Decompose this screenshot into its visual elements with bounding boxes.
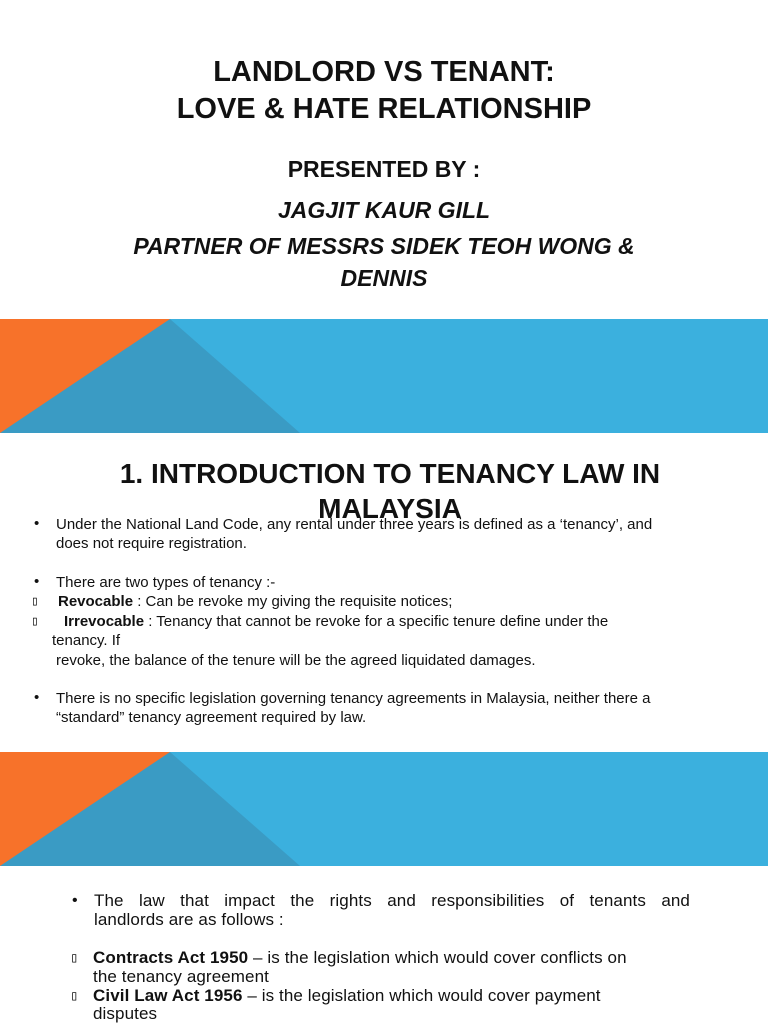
slide3-intro-line1: The law that impact the rights and responsibilities of tenants and	[94, 891, 690, 910]
civil-law-act-item	[93, 986, 601, 1005]
revocable-item	[58, 592, 452, 611]
box-bullet-icon: ▯	[31, 594, 39, 609]
decorative-banner-2	[0, 752, 768, 866]
slide2-bullet-2: There are two types of tenancy :-	[56, 574, 276, 591]
slide1-title	[0, 54, 768, 128]
bullet-icon: •	[34, 515, 40, 532]
civil-law-act-text: – is the legislation which would cover payment	[242, 986, 601, 1005]
irrevocable-label: Irrevocable	[64, 613, 145, 630]
slide2-bullet-3-line1: There is no specific legislation governing tenancy agreements in Malaysia, neither there a	[56, 690, 651, 707]
contracts-act-line2: the tenancy agreement	[93, 967, 269, 986]
slide2-title-line2: MALAYSIA	[318, 493, 462, 524]
bullet-icon: •	[34, 573, 40, 590]
irrevocable-line2: tenancy. If	[52, 632, 121, 649]
slide2-bullet-1-line1: Under the National Land Code, any rental under three years is defined as a ‘tenancy’, and	[56, 516, 653, 533]
contracts-act-item	[93, 948, 627, 967]
revocable-label: Revocable	[58, 593, 134, 610]
slide2-bullet-3	[56, 689, 736, 727]
revocable-text: : Can be revoke my giving the requisite notices;	[133, 593, 453, 610]
decorative-banner-1	[0, 319, 768, 433]
slide2-bullet-1	[56, 515, 736, 553]
contracts-act-label: Contracts Act 1950	[93, 948, 249, 967]
bullet-icon: •	[34, 689, 40, 706]
presenter-role-line1: PARTNER OF MESSRS SIDEK TEOH WONG &	[133, 233, 635, 259]
presenter-name: JAGJIT KAUR GILL	[277, 197, 491, 223]
civil-law-act-line2: disputes	[93, 1004, 158, 1023]
presented-by-label: PRESENTED BY :	[287, 156, 481, 182]
irrevocable-line3: revoke, the balance of the tenure will be the agreed liquidated damages.	[56, 652, 536, 669]
box-bullet-icon: ▯	[31, 614, 39, 629]
irrevocable-text: : Tenancy that cannot be revoke for a specific tenure define under the	[144, 613, 609, 630]
slide2-bullet-1-line2: does not require registration.	[56, 535, 247, 552]
presenter-role-line2: DENNIS	[340, 265, 428, 291]
slide1-title-line2: LOVE & HATE RELATIONSHIP	[176, 93, 592, 125]
slide2-title-line1: 1. INTRODUCTION TO TENANCY LAW IN	[119, 458, 661, 489]
box-bullet-icon: ▯	[70, 950, 79, 966]
contracts-act-text: – is the legislation which would cover conflicts on	[248, 948, 627, 967]
box-bullet-icon: ▯	[70, 988, 79, 1004]
irrevocable-item	[64, 612, 710, 631]
bullet-icon: •	[72, 892, 78, 909]
slide3-intro-line2: landlords are as follows :	[94, 910, 284, 929]
civil-law-act-label: Civil Law Act 1956	[93, 986, 243, 1005]
slide2-bullet-3-line2: “standard” tenancy agreement required by law.	[56, 709, 367, 726]
slide1-title-line1: LANDLORD VS TENANT:	[213, 56, 555, 88]
